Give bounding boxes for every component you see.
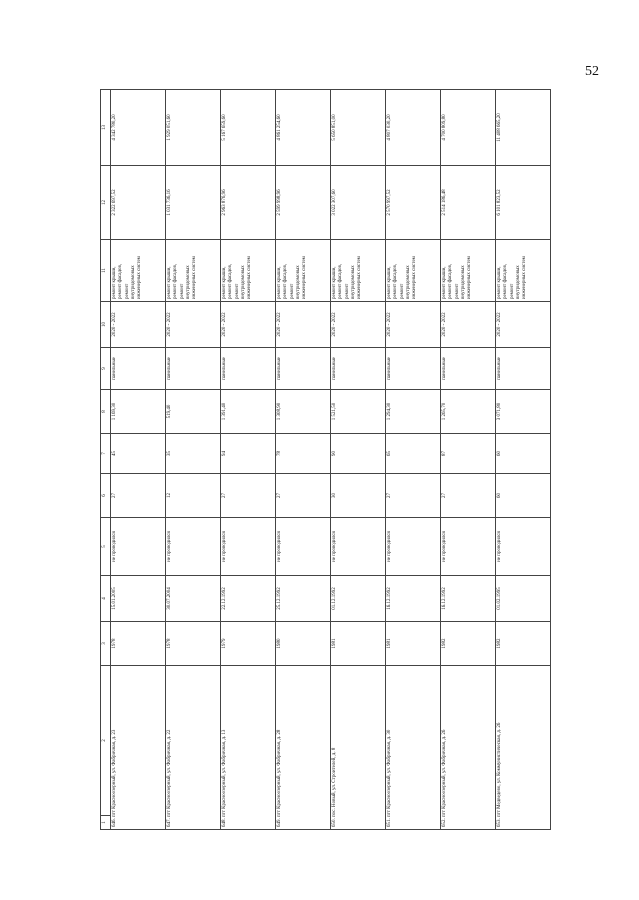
cell-col13: 4 807 030,20 bbox=[386, 90, 441, 166]
cell-year: 1980 bbox=[276, 622, 331, 666]
header-cell-3: 3 bbox=[101, 622, 111, 666]
cell-col6: 30 bbox=[331, 474, 386, 518]
cell-num-address bbox=[221, 666, 276, 830]
cell-area: 1 308,90 bbox=[276, 390, 331, 434]
header-row bbox=[101, 90, 111, 830]
cell-col7: 65 bbox=[386, 434, 441, 474]
address: пгт Красноозерный, ул. Фабричная, д. 30 bbox=[387, 729, 392, 817]
cell-col7: 60 bbox=[496, 434, 551, 474]
table-row bbox=[276, 90, 331, 830]
cell-col7: 45 bbox=[111, 434, 166, 474]
cell-num-address bbox=[166, 666, 221, 830]
cell-capital-repair: не проводился bbox=[111, 518, 166, 576]
cell-area: 519,40 bbox=[166, 390, 221, 434]
table-row bbox=[386, 90, 441, 830]
cell-period: 2020 - 2022 bbox=[276, 302, 331, 348]
cell-col12: 1 031 736,16 bbox=[166, 166, 221, 240]
header-cell-8: 8 bbox=[101, 390, 111, 434]
cell-col13: 4 342 780,20 bbox=[111, 90, 166, 166]
address: пгт Красноозерный, ул. Фабричная, д. 13 bbox=[222, 729, 227, 817]
cell-date: 01.12.1992 bbox=[331, 576, 386, 622]
cell-num-address bbox=[331, 666, 386, 830]
address: пгт Красноозерный, ул. Фабричная, д. 23 bbox=[112, 729, 117, 817]
cell-year: 1978 bbox=[111, 622, 166, 666]
cell-col12: 2 514 186,48 bbox=[441, 166, 496, 240]
cell-walls: панельные bbox=[496, 348, 551, 390]
row-number: 651. bbox=[387, 818, 392, 827]
cell-col6: 27 bbox=[441, 474, 496, 518]
header-cell-5: 5 bbox=[101, 518, 111, 576]
table-row bbox=[111, 90, 166, 830]
cell-works: ремонт крыши, ремонт фасадов, ремонт внутридомовых инженерных систем bbox=[276, 240, 331, 302]
cell-col12: 2 963 876,96 bbox=[221, 166, 276, 240]
row-number: 647. bbox=[167, 818, 172, 827]
cell-walls: панельные bbox=[331, 348, 386, 390]
cell-col12: 2 322 697,52 bbox=[111, 166, 166, 240]
header-cell-9: 9 bbox=[101, 348, 111, 390]
cell-col6: 12 bbox=[166, 474, 221, 518]
cell-col12: 3 022 307,60 bbox=[331, 166, 386, 240]
table-row bbox=[166, 90, 221, 830]
cell-col12: 6 101 823,52 bbox=[496, 166, 551, 240]
cell-num-address bbox=[111, 666, 166, 830]
cell-capital-repair: не проводился bbox=[276, 518, 331, 576]
cell-area: 1 265,70 bbox=[441, 390, 496, 434]
cell-works: ремонт крыши, ремонт фасадов, ремонт внутридомовых инженерных систем bbox=[386, 240, 441, 302]
row-number: 652. bbox=[442, 818, 447, 827]
cell-col13: 4 861 254,60 bbox=[276, 90, 331, 166]
cell-works: ремонт крыши, ремонт фасадов, ремонт внутридомовых инженерных систем bbox=[441, 240, 496, 302]
cell-col7: 90 bbox=[331, 434, 386, 474]
cell-works: ремонт крыши, ремонт фасадов, ремонт внутридомовых инженерных систем bbox=[496, 240, 551, 302]
cell-year: 1979 bbox=[221, 622, 276, 666]
address: пгт Красноозерный, ул. Фабричная, д. 26 bbox=[442, 729, 447, 817]
cell-col13: 5 650 851,00 bbox=[331, 90, 386, 166]
header-cell-12: 12 bbox=[101, 166, 111, 240]
cell-year: 1978 bbox=[166, 622, 221, 666]
cell-period: 2020 - 2022 bbox=[166, 302, 221, 348]
cell-col6: 27 bbox=[386, 474, 441, 518]
cell-year: 1981 bbox=[386, 622, 441, 666]
cell-capital-repair: не проводился bbox=[331, 518, 386, 576]
cell-capital-repair: не проводился bbox=[496, 518, 551, 576]
cell-works: ремонт крыши, ремонт фасадов, ремонт внутридомовых инженерных систем bbox=[166, 240, 221, 302]
address: пгт Медведево, ул. Коммунистическая, д. 26 bbox=[497, 722, 502, 817]
table-row bbox=[441, 90, 496, 830]
table-row bbox=[496, 90, 551, 830]
cell-period: 2020 - 2022 bbox=[111, 302, 166, 348]
cell-col13: 11 408 665,20 bbox=[496, 90, 551, 166]
cell-capital-repair: не проводился bbox=[166, 518, 221, 576]
cell-col12: 2 599 998,96 bbox=[276, 166, 331, 240]
rotated-table-frame bbox=[100, 90, 540, 830]
table-row bbox=[221, 90, 276, 830]
row-number: 653. bbox=[497, 818, 502, 827]
repair-program-table bbox=[100, 89, 551, 830]
cell-num-address bbox=[496, 666, 551, 830]
cell-date: 16.12.1992 bbox=[441, 576, 496, 622]
header-cell-10: 10 bbox=[101, 302, 111, 348]
page-number: 52 bbox=[585, 64, 599, 79]
row-number: 648. bbox=[222, 818, 227, 827]
cell-col13: 4 700 809,80 bbox=[441, 90, 496, 166]
cell-col6: 60 bbox=[496, 474, 551, 518]
cell-period: 2020 - 2022 bbox=[221, 302, 276, 348]
cell-date: 01.02.1995 bbox=[496, 576, 551, 622]
header-cell-1: 1 bbox=[101, 816, 111, 830]
cell-date: 22.12.1992 bbox=[221, 576, 276, 622]
cell-capital-repair: не проводился bbox=[441, 518, 496, 576]
table-container bbox=[100, 90, 540, 830]
cell-num-address bbox=[276, 666, 331, 830]
cell-date: 30.07.2004 bbox=[166, 576, 221, 622]
cell-date: 16.12.1992 bbox=[386, 576, 441, 622]
cell-col13: 1 929 051,60 bbox=[166, 90, 221, 166]
row-number: 650. bbox=[332, 818, 337, 827]
table-row bbox=[331, 90, 386, 830]
cell-walls: панельные bbox=[111, 348, 166, 390]
cell-area: 1 391,40 bbox=[221, 390, 276, 434]
cell-col6: 27 bbox=[111, 474, 166, 518]
address: пгт Красноозерный, ул. Фабричная, д. 28 bbox=[277, 729, 282, 817]
cell-col13: 5 167 659,60 bbox=[221, 90, 276, 166]
cell-period: 2020 - 2022 bbox=[496, 302, 551, 348]
cell-area: 1 294,30 bbox=[386, 390, 441, 434]
header-cell-4: 4 bbox=[101, 576, 111, 622]
cell-col6: 27 bbox=[276, 474, 331, 518]
cell-capital-repair: не проводился bbox=[221, 518, 276, 576]
cell-period: 2020 - 2022 bbox=[386, 302, 441, 348]
header-cell-2: 2 bbox=[101, 666, 111, 816]
address: пос. Новый, ул. Строителей, д. 8 bbox=[332, 747, 337, 817]
header-cell-6: 6 bbox=[101, 474, 111, 518]
cell-works: ремонт крыши, ремонт фасадов, ремонт внутридомовых инженерных систем bbox=[111, 240, 166, 302]
cell-walls: панельные bbox=[166, 348, 221, 390]
cell-year: 1982 bbox=[441, 622, 496, 666]
cell-works: ремонт крыши, ремонт фасадов, ремонт внутридомовых инженерных систем bbox=[221, 240, 276, 302]
row-number: 646. bbox=[112, 818, 117, 827]
cell-period: 2020 - 2022 bbox=[331, 302, 386, 348]
header-cell-13: 13 bbox=[101, 90, 111, 166]
row-number: 649. bbox=[277, 818, 282, 827]
cell-col7: 78 bbox=[276, 434, 331, 474]
cell-date: 15.01.2005 bbox=[111, 576, 166, 622]
cell-num-address bbox=[441, 666, 496, 830]
cell-date: 25.12.1992 bbox=[276, 576, 331, 622]
cell-year: 1982 bbox=[496, 622, 551, 666]
cell-year: 1981 bbox=[331, 622, 386, 666]
cell-num-address bbox=[386, 666, 441, 830]
cell-walls: панельные bbox=[221, 348, 276, 390]
address: пгт Красноозерный, ул. Фабричная, д. 22 bbox=[167, 729, 172, 817]
cell-col7: 94 bbox=[221, 434, 276, 474]
cell-col7: 87 bbox=[441, 434, 496, 474]
cell-period: 2020 - 2022 bbox=[441, 302, 496, 348]
cell-col7: 35 bbox=[166, 434, 221, 474]
cell-col12: 2 570 997,52 bbox=[386, 166, 441, 240]
cell-area: 3 071,80 bbox=[496, 390, 551, 434]
header-cell-7: 7 bbox=[101, 434, 111, 474]
cell-capital-repair: не проводился bbox=[386, 518, 441, 576]
header-cell-11: 11 bbox=[101, 240, 111, 302]
cell-walls: панельные bbox=[441, 348, 496, 390]
cell-walls: панельные bbox=[276, 348, 331, 390]
cell-works: ремонт крыши, ремонт фасадов, ремонт внутридомовых инженерных систем bbox=[331, 240, 386, 302]
cell-area: 1 169,30 bbox=[111, 390, 166, 434]
cell-area: 1 521,50 bbox=[331, 390, 386, 434]
cell-walls: панельные bbox=[386, 348, 441, 390]
cell-col6: 27 bbox=[221, 474, 276, 518]
